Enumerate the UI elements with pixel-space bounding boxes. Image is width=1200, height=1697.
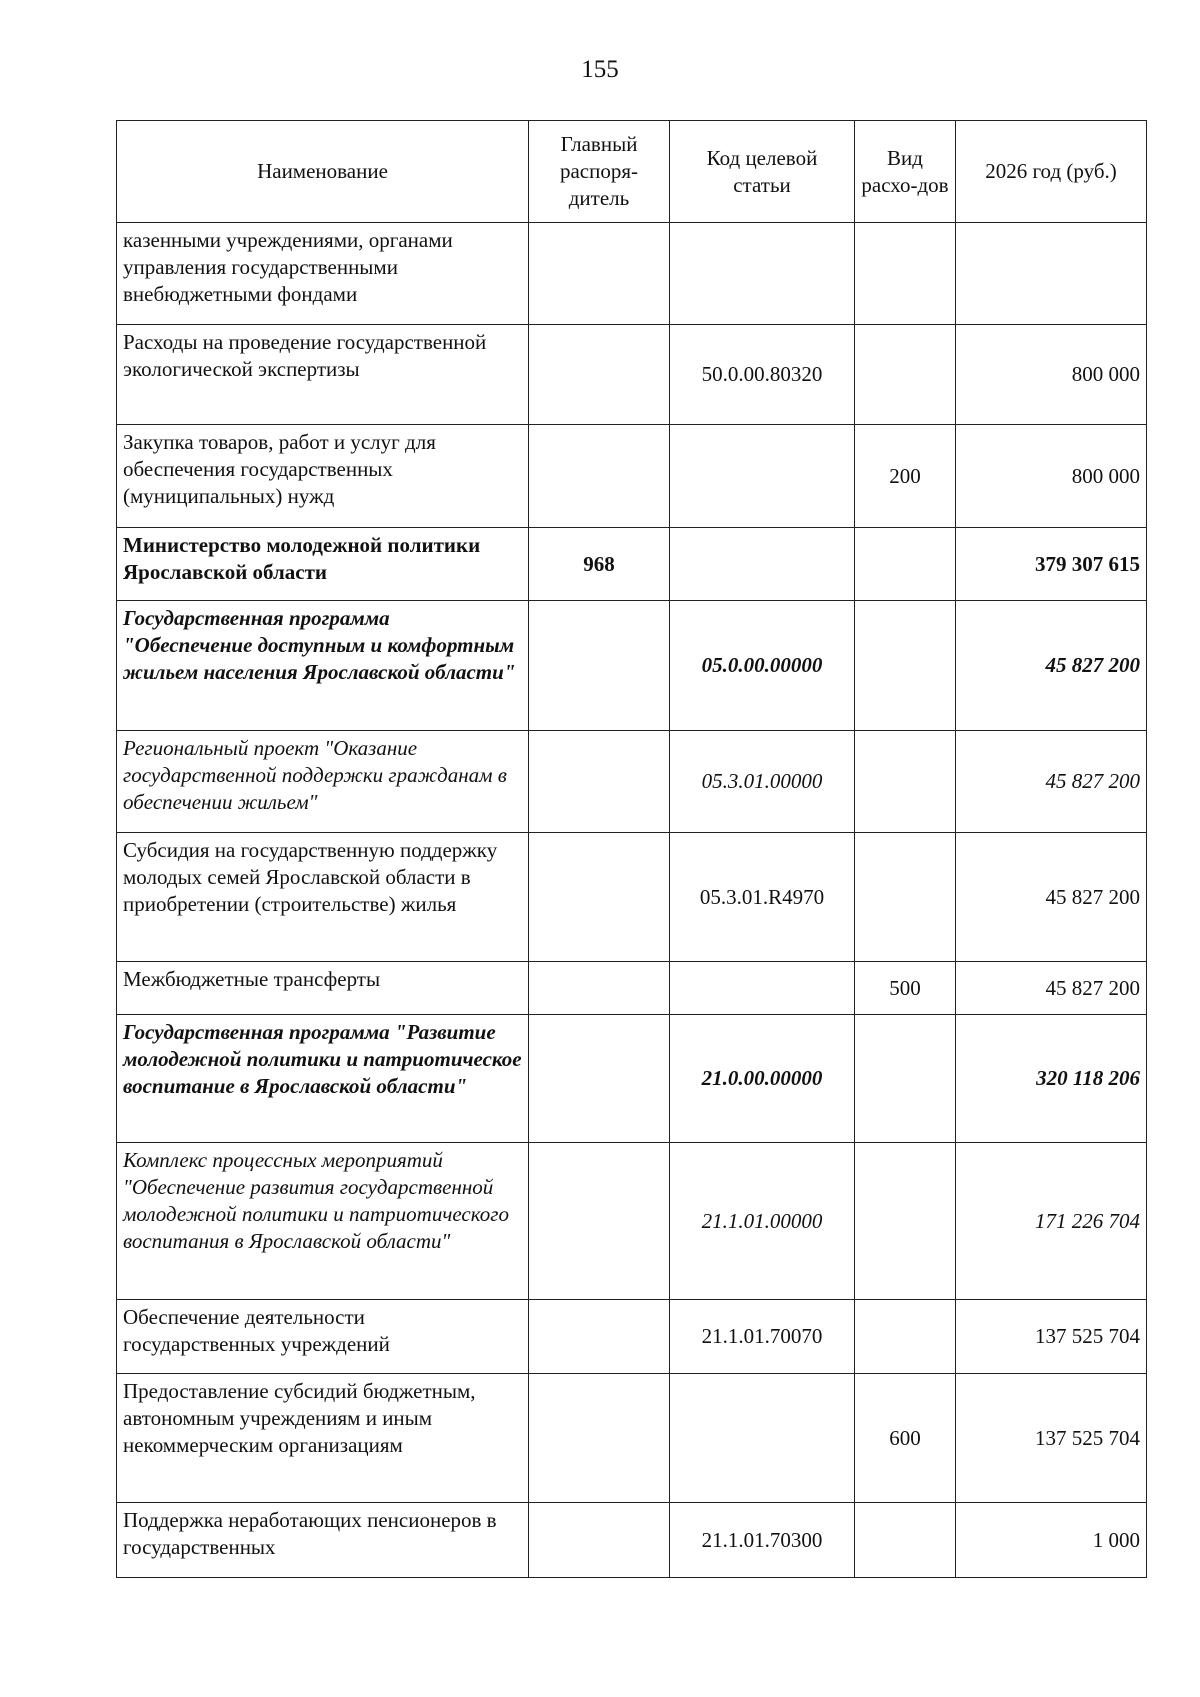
row-amount: 45 827 200 [956, 601, 1147, 731]
row-admin [529, 731, 670, 833]
table-row [117, 1503, 1147, 1578]
row-admin [529, 1503, 670, 1578]
row-amount: 45 827 200 [956, 962, 1147, 1015]
row-amount: 45 827 200 [956, 833, 1147, 962]
row-code [670, 425, 855, 528]
row-code [670, 962, 855, 1015]
row-type: 200 [855, 425, 956, 528]
row-amount: 137 525 704 [956, 1374, 1147, 1503]
table-row [117, 833, 1147, 962]
table-row [117, 1143, 1147, 1300]
row-admin [529, 601, 670, 731]
row-admin [529, 1374, 670, 1503]
row-amount: 320 118 206 [956, 1015, 1147, 1143]
header-type: Вид расхо-дов [855, 121, 956, 223]
row-amount: 1 000 [956, 1503, 1147, 1578]
page-number: 155 [581, 56, 619, 83]
row-name: Государственная программа "Обеспечение доступным и комфортным жильем населения Ярославской области" [117, 601, 529, 731]
row-code: 05.3.01.R4970 [670, 833, 855, 962]
row-admin: 968 [529, 528, 670, 601]
row-type [855, 325, 956, 425]
table-row [117, 325, 1147, 425]
row-type: 600 [855, 1374, 956, 1503]
row-name: Обеспечение деятельности государственных учреждений [117, 1300, 529, 1374]
row-name: Межбюджетные трансферты [117, 962, 529, 1015]
row-amount: 137 525 704 [956, 1300, 1147, 1374]
row-type [855, 1143, 956, 1300]
row-code [670, 223, 855, 325]
row-code: 05.0.00.00000 [670, 601, 855, 731]
row-admin [529, 425, 670, 528]
table-row [117, 731, 1147, 833]
table-row [117, 962, 1147, 1015]
row-code: 21.0.00.00000 [670, 1015, 855, 1143]
row-name: казенными учреждениями, органами управления государственными внебюджетными фондами [117, 223, 529, 325]
row-type: 500 [855, 962, 956, 1015]
table-row [117, 528, 1147, 601]
table-row [117, 1300, 1147, 1374]
row-type [855, 1300, 956, 1374]
row-code: 21.1.01.70300 [670, 1503, 855, 1578]
table-row [117, 425, 1147, 528]
row-type [855, 223, 956, 325]
budget-table [116, 120, 1147, 1578]
row-admin [529, 325, 670, 425]
row-amount: 379 307 615 [956, 528, 1147, 601]
row-code: 21.1.01.00000 [670, 1143, 855, 1300]
row-type [855, 528, 956, 601]
table-header-row [117, 121, 1147, 223]
row-admin [529, 1015, 670, 1143]
header-year: 2026 год (руб.) [956, 121, 1147, 223]
row-name: Закупка товаров, работ и услуг для обеспечения государственных (муниципальных) нужд [117, 425, 529, 528]
row-type [855, 601, 956, 731]
row-type [855, 731, 956, 833]
row-name: Субсидия на государственную поддержку молодых семей Ярославской области в приобретении (строительстве) жилья [117, 833, 529, 962]
row-name: Региональный проект "Оказание государственной поддержки гражданам в обеспечении жильем" [117, 731, 529, 833]
table-row [117, 1374, 1147, 1503]
row-type [855, 1015, 956, 1143]
row-name: Предоставление субсидий бюджетным, автономным учреждениям и иным некоммерческим организациям [117, 1374, 529, 1503]
row-amount: 45 827 200 [956, 731, 1147, 833]
header-code: Код целевой статьи [670, 121, 855, 223]
row-admin [529, 223, 670, 325]
row-amount: 800 000 [956, 425, 1147, 528]
table-body [117, 223, 1147, 1578]
row-admin [529, 1300, 670, 1374]
table-row [117, 1015, 1147, 1143]
header-name: Наименование [117, 121, 529, 223]
row-code [670, 528, 855, 601]
table-row [117, 601, 1147, 731]
row-code: 05.3.01.00000 [670, 731, 855, 833]
table-row [117, 223, 1147, 325]
row-amount: 171 226 704 [956, 1143, 1147, 1300]
row-name: Комплекс процессных мероприятий "Обеспечение развития государственной молодежной политики и патриотического воспитания в Ярославской области" [117, 1143, 529, 1300]
row-code [670, 1374, 855, 1503]
row-type [855, 833, 956, 962]
row-amount: 800 000 [956, 325, 1147, 425]
row-code: 21.1.01.70070 [670, 1300, 855, 1374]
row-admin [529, 1143, 670, 1300]
row-admin [529, 833, 670, 962]
header-admin: Главный распоря-дитель [529, 121, 670, 223]
row-name: Поддержка неработающих пенсионеров в государственных [117, 1503, 529, 1578]
row-type [855, 1503, 956, 1578]
row-name: Государственная программа "Развитие молодежной политики и патриотическое воспитание в Ярославской области" [117, 1015, 529, 1143]
row-admin [529, 962, 670, 1015]
row-code: 50.0.00.80320 [670, 325, 855, 425]
row-name: Расходы на проведение государственной экологической экспертизы [117, 325, 529, 425]
row-amount [956, 223, 1147, 325]
row-name: Министерство молодежной политики Ярославской области [117, 528, 529, 601]
